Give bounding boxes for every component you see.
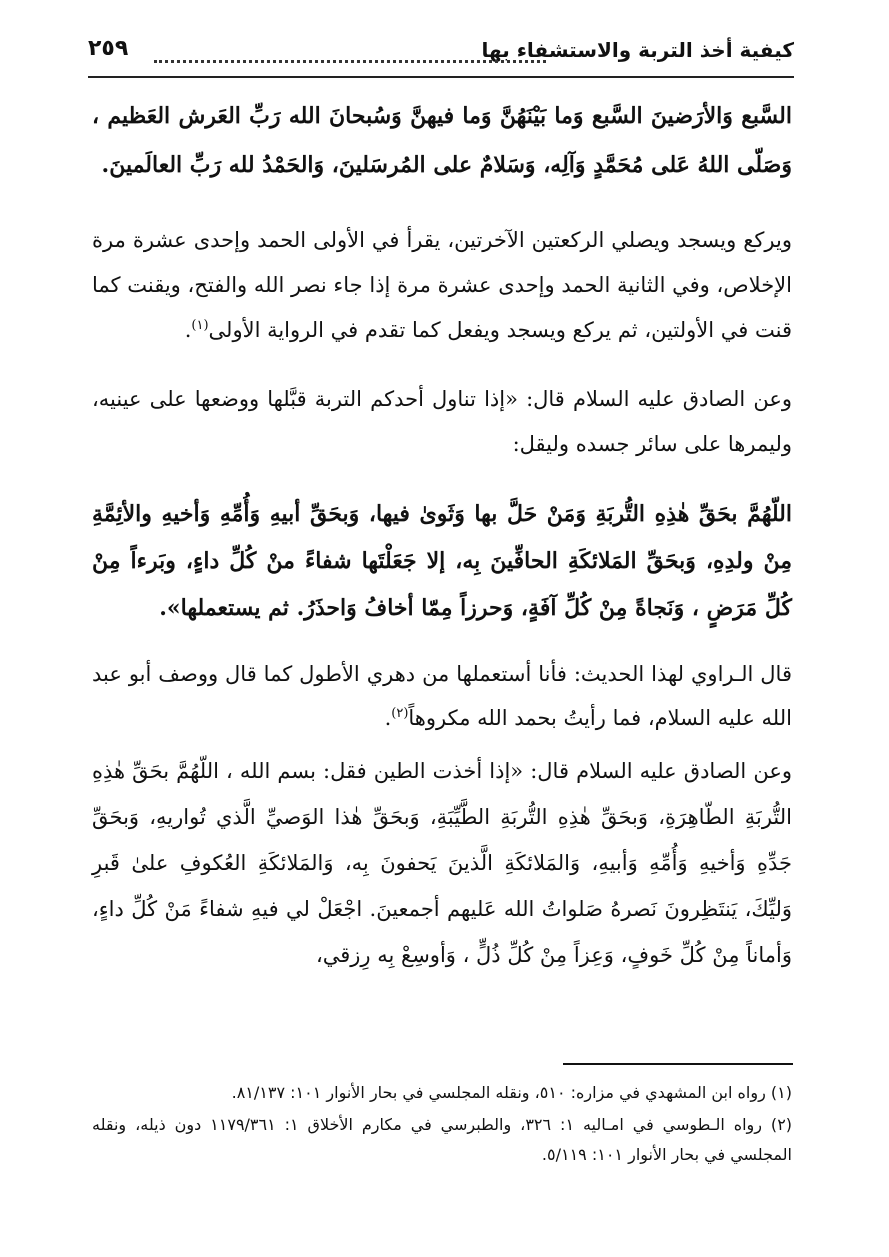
narrator-comment-text: قال الـراوي لهذا الحديث: فأنا أستعملها من دهري الأطول كما قال ووصف أبو عبد الله عليه السلام، فما رأيتُ بحمد الله مكروهاً <box>92 662 792 730</box>
supplication-ending: السَّبع وَالأرَضينَ السَّبع وَما بَيْنَهُنَّ وَما فيهنَّ وَسُبحانَ الله رَبِّ العَرش العَظيم ، وَصَلّى اللهُ عَلى مُحَمَّدٍ وَآلِه، وَسَلامٌ على المُرسَلينَ، وَالحَمْدُ لله رَبِّ العالَمينَ. <box>92 103 792 178</box>
prayer-instructions <box>92 218 792 353</box>
running-title: كيفية أخذ التربة والاستشفاء بها <box>481 38 794 62</box>
main-text <box>92 92 792 978</box>
footnotes <box>92 1078 792 1172</box>
narration-intro: وعن الصادق عليه السلام قال: «إذا تناول أحدكم التربة قبَّلها ووضعها على عينيه، وليمرها على سائر جسده وليقل: <box>92 387 792 456</box>
page-header <box>88 32 794 78</box>
narrator-comment-end: . <box>384 706 392 730</box>
footnote-ref-2: (٢) <box>391 706 409 721</box>
leader-dots <box>154 44 546 63</box>
page-number: ٢٥٩ <box>88 36 129 61</box>
footnote-1: (١) رواه ابن المشهدي في مزاره: ٥١٠، ونقله المجلسي في بحار الأنوار ١٠١: ٨١/١٣٧. <box>231 1083 792 1102</box>
footnote-2: (٢) رواه الـطوسي في امـاليه ١: ٣٢٦، والطبرسي في مكارم الأخلاق ١: ١١٧٩/٣٦١ دون ذيله، ونقله المجلسي في بحار الأنوار ١٠١: ٥/١١٩. <box>92 1115 793 1164</box>
footnote-divider <box>563 1063 793 1065</box>
footnote-ref-1: (١) <box>191 318 209 333</box>
supplication-clay: وعن الصادق عليه السلام قال: «إذا أخذت الطين فقل: بسم الله ، اللّهُمَّ بحَقِّ هٰذِهِ التُّربَةِ الطّاهِرَةِ، وَبحَقِّ هٰذِهِ التُّربَةِ الطَّيِّبَةِ، وَبحَقِّ هٰذا الوَصيِّ الَّذي تُواريهِ، وَبحَقِّ جَدِّهِ وَأخيهِ وَأُمِّهِ وَأبيهِ، وَالمَلائكَةِ الَّذينَ يَحفونَ بِه، وَالمَلائكَةِ العُكوفِ علىٰ قَبرِ وَليِّكَ، يَنتَظِرونَ نَصرهُ صَلواتُ الله عَليهم أجمعينَ. اجْعَلْ لي فيهِ شفاءً مَنْ كُلِّ داءٍ، وَأماناً مِنْ كُلِّ خَوفٍ، وَعِزاً مِنْ كُلِّ ذُلٍّ ، وَأوسِعْ بِه رِزقي، <box>92 759 792 967</box>
prayer-instructions-end: . <box>184 318 192 342</box>
prayer-instructions-text: ويركع ويسجد ويصلي الركعتين الآخرتين، يقرأ في الأولى الحمد وإحدى عشرة مرة الإخلاص، وفي الثانية الحمد وإحدى عشرة مرة إذا جاء نصر الله والفتح، ويقنت كما قنت في الأولتين، ثم يركع ويسجد ويفعل كما تقدم في الرواية الأولى <box>92 228 792 342</box>
narrator-comment <box>92 652 792 740</box>
supplication-tربة: اللّهُمَّ بحَقِّ هٰذِهِ التُّربَةِ وَمَنْ حَلَّ بها وَثَوىٰ فيها، وَبحَقِّ أبيهِ وَأُمِّهِ وَأخيهِ والأئِمَّةِ مِنْ ولدِهِ، وَبحَقِّ المَلائكَةِ الحافِّينَ بِه، إلا جَعَلْتَها شفاءً منْ كُلِّ داءٍ، وبَرءاً مِنْ كُلِّ مَرَضٍ ، وَنَجاةً مِنْ كُلِّ آفَةٍ، وَحرزاً مِمّا أخافُ وَاحذَرُ. ثم يستعملها». <box>92 501 792 621</box>
